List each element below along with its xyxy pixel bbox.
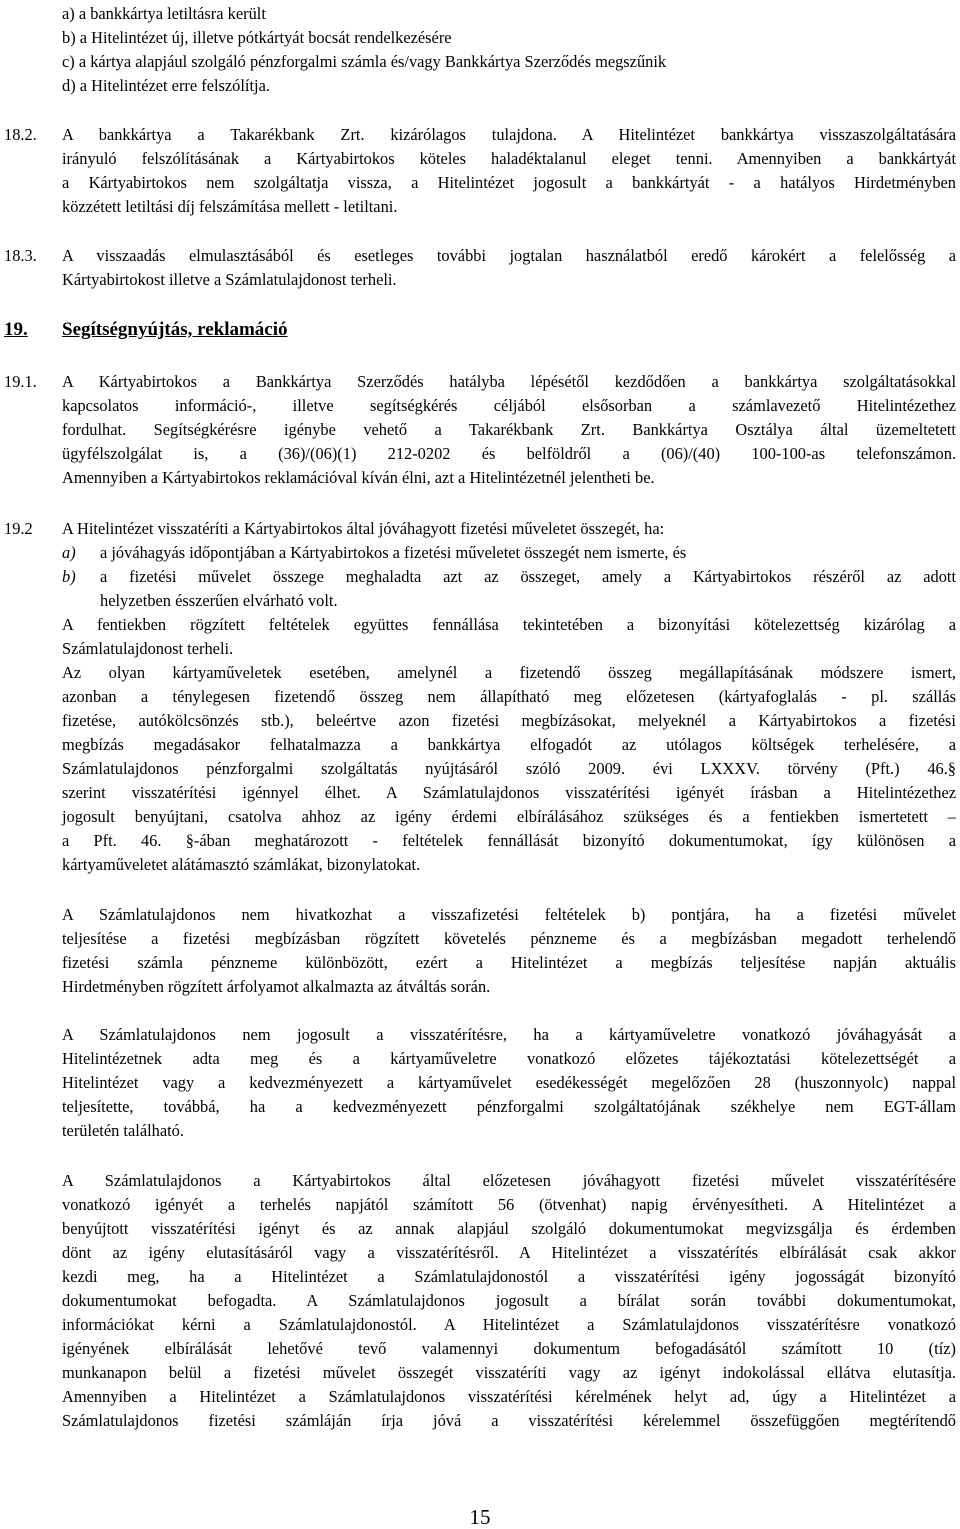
paragraph-line: benyújtott visszatérítési igényt és az annak alapjául szolgáló dokumentumokat megvizsgálja és érdemben bbox=[62, 1219, 956, 1238]
paragraph-line: Kártyabirtokost illetve a Számlatulajdonost terheli. bbox=[62, 270, 397, 289]
list-item: d) a Hitelintézet erre felszólítja. bbox=[62, 76, 270, 95]
paragraph-line: kapcsolatos információ-, illetve segítségkérés céljából elsősorban a számlavezető Hitelintézethez bbox=[62, 396, 956, 415]
condition-text: a fizetési művelet összege meghaladta azt az összeget, amely a Kártyabirtokos részéről az adott bbox=[100, 567, 956, 586]
section-number: 18.3. bbox=[4, 246, 37, 265]
paragraph-line: Az olyan kártyaműveletek esetében, amelynél a fizetendő összeg megállapításának módszere ismert, bbox=[62, 663, 956, 682]
paragraph-line: A fentiekben rögzített feltételek együttes fennállása tekintetében a bizonyítási kötelezettség kizárólag a bbox=[62, 615, 956, 634]
paragraph-line: A Kártyabirtokos a Bankkártya Szerződés hatályba lépésétől kezdődően a bankkártya szolgáltatásokkal bbox=[62, 372, 956, 391]
paragraph-line: teljesítése a fizetési megbízásban rögzített követelés pénzneme és a megbízásban megadott terhelendő bbox=[62, 929, 956, 948]
paragraph-line: vonatkozó igényét a terhelés napjától számított 56 (ötvenhat) napig érvényesítheti. A Hitelintézet a bbox=[62, 1195, 956, 1214]
paragraph-card-operations bbox=[62, 661, 956, 877]
paragraph-line: A visszaadás elmulasztásából és esetleges további jogtalan használatból eredő károkért a felelősség a bbox=[62, 246, 956, 265]
paragraph-line: A bankkártya a Takarékbank Zrt. kizárólagos tulajdona. A Hitelintézet bankkártya visszaszolgáltatására bbox=[62, 125, 956, 144]
condition-letter: a) bbox=[62, 543, 76, 562]
paragraph-line: szerint visszatérítési igénnyel élhet. A Számlatulajdonos visszatérítési igényét írásban a Hitelintézethez bbox=[62, 783, 956, 802]
paragraph-line: azonban a ténylegesen fizetendő összeg nem állapítható meg előzetesen (kártyafoglalás - pl. szállás bbox=[62, 687, 956, 706]
paragraph-currency-exception bbox=[62, 903, 956, 999]
section-19-2 bbox=[4, 517, 956, 877]
section-intro: A Hitelintézet visszatéríti a Kártyabirtokos által jóváhagyott fizetési műveletet összegét, ha: bbox=[62, 519, 665, 538]
paragraph-line: közzétett letiltási díj felszámítása mellett - letiltani. bbox=[62, 197, 398, 216]
paragraph-line: A Számlatulajdonos nem jogosult a visszatérítésre, ha a kártyaműveletre vonatkozó jóváhagyását a bbox=[62, 1025, 956, 1044]
paragraph-line: Számlatulajdonost terheli. bbox=[62, 639, 234, 658]
paragraph-line: Hitelintézet vagy a kedvezményezett a kártyaművelet esedékességét megelőzően 28 (huszonnyolc) nappal bbox=[62, 1073, 956, 1092]
heading-title: Segítségnyújtás, reklamáció bbox=[62, 319, 288, 340]
paragraph-line: jogosult benyújtani, csatolva ahhoz az igény érdemi elbírálásához szükséges és a fentiekben ismertetett – bbox=[62, 807, 956, 826]
paragraph-burden-of-proof bbox=[62, 613, 956, 661]
paragraph-no-refund bbox=[62, 1023, 956, 1143]
paragraph-line: A Számlatulajdonos a Kártyabirtokos által előzetesen jóváhagyott fizetési művelet visszatérítésére bbox=[62, 1171, 956, 1190]
condition-letter: b) bbox=[62, 567, 76, 586]
paragraph-line: fordulhat. Segítségkérésre igénybe vehető a Takarékbank Zrt. Bankkártya Osztálya által üzemeltetett bbox=[62, 420, 956, 439]
paragraph-line: fizetése, autókölcsönzés stb.), beleértve azon fizetési megbízásokat, melyeknél a Kártyabirtokos a fizetési bbox=[62, 711, 956, 730]
paragraph-line: Számlatulajdonos fizetési számláján írja jóvá a visszatérítési kérelemmel összefüggően megtérítendő bbox=[62, 1411, 956, 1430]
paragraph-line: teljesítette, továbbá, ha a kedvezményezett pénzforgalmi szolgáltatójának székhelye nem EGT-állam bbox=[62, 1097, 956, 1116]
condition-text: helyzetben ésszerűen elvárható volt. bbox=[100, 591, 338, 610]
list-item: c) a kártya alapjául szolgáló pénzforgalmi számla és/vagy Bankkártya Szerződés megszűnik bbox=[62, 52, 667, 71]
paragraph-line: fizetési számla pénzneme különbözött, ezért a Hitelintézet a megbízás teljesítése napján aktuális bbox=[62, 953, 956, 972]
section-number: 19.2 bbox=[4, 519, 33, 538]
paragraph-line: Amennyiben a Hitelintézet a Számlatulajdonos visszatérítési kérelmének helyt ad, úgy a Hitelintézet a bbox=[62, 1387, 956, 1406]
paragraph-line: területén található. bbox=[62, 1121, 184, 1140]
condition-b bbox=[62, 565, 956, 613]
condition-text: a jóváhagyás időpontjában a Kártyabirtokos a fizetési műveletet összegét nem ismerte, és bbox=[100, 543, 687, 562]
section-number: 19.1. bbox=[4, 372, 37, 391]
termination-reasons-list bbox=[62, 2, 956, 98]
paragraph-line: Hirdetményben rögzített árfolyamot alkalmazta az átváltás során. bbox=[62, 977, 491, 996]
paragraph-line: irányuló felszólításának a Kártyabirtokos köteles haladéktalanul eleget tenni. Amennyiben a bankkártyát bbox=[62, 149, 956, 168]
section-19-1 bbox=[4, 370, 956, 490]
section-19-heading bbox=[4, 318, 956, 342]
document-page bbox=[4, 0, 956, 1529]
paragraph-line: kezdi meg, ha a Hitelintézet a Számlatulajdonostól a visszatérítési igény jogosságát bizonyító bbox=[62, 1267, 956, 1286]
paragraph-line: Számlatulajdonos pénzforgalmi szolgáltatás nyújtásáról szóló 2009. évi LXXXV. törvény (Pft.) 46.§ bbox=[62, 759, 956, 778]
section-18-2 bbox=[4, 123, 956, 219]
paragraph-line: igényének elbírálását lehetővé tevő valamennyi dokumentum befogadásától számított 10 (tíz) bbox=[62, 1339, 956, 1358]
paragraph-line: a Pft. 46. §-ában meghatározott - feltételek fennállását bizonyító dokumentumokat, így különösen a bbox=[62, 831, 956, 850]
paragraph-line: a Kártyabirtokos nem szolgáltatja vissza, a Hitelintézet jogosult a bankkártyát - a hatályos Hirdetményben bbox=[62, 173, 956, 192]
list-item: b) a Hitelintézet új, illetve pótkártyát bocsát rendelkezésére bbox=[62, 28, 452, 47]
paragraph-line: ügyfélszolgálat is, a (36)/(06)(1) 212-0202 és belföldről a (06)/(40) 100-100-as telefonszámon. bbox=[62, 444, 956, 463]
paragraph-refund-procedure bbox=[62, 1169, 956, 1433]
section-number: 18.2. bbox=[4, 125, 37, 144]
list-item: a) a bankkártya letiltásra került bbox=[62, 4, 266, 23]
paragraph-line: dokumentumokat befogadta. A Számlatulajdonos jogosult a bírálat során további dokumentumokat, bbox=[62, 1291, 956, 1310]
paragraph-line: A Számlatulajdonos nem hivatkozhat a visszafizetési feltételek b) pontjára, ha a fizetési művelet bbox=[62, 905, 956, 924]
paragraph-line: információkat kérni a Számlatulajdonostól. A Hitelintézet a Számlatulajdonos visszatérítésre vonatkozó bbox=[62, 1315, 956, 1334]
condition-a bbox=[62, 541, 956, 565]
section-18-3 bbox=[4, 244, 956, 292]
page-number: 15 bbox=[469, 1505, 491, 1529]
paragraph-line: Amennyiben a Kártyabirtokos reklamációval kíván élni, azt a Hitelintézetnél jelentheti be. bbox=[62, 468, 655, 487]
heading-number: 19. bbox=[4, 319, 28, 340]
paragraph-line: dönt az igény elutasításáról vagy a visszatérítésről. A Hitelintézet a visszatérítés elbírálását csak akkor bbox=[62, 1243, 956, 1262]
paragraph-line: munkanapon belül a fizetési művelet összegét visszatéríti vagy az igényt indokolással ellátva elutasítja. bbox=[62, 1363, 956, 1382]
paragraph-line: kártyaműveletet alátámasztó számlákat, bizonylatokat. bbox=[62, 855, 421, 874]
paragraph-line: Hitelintézetnek adta meg és a kártyaműveletre vonatkozó előzetes tájékoztatási kötelezettségét a bbox=[62, 1049, 956, 1068]
paragraph-line: megbízás megadásakor felhatalmazza a bankkártya elfogadót az utólagos költségek terhelésére, a bbox=[62, 735, 956, 754]
